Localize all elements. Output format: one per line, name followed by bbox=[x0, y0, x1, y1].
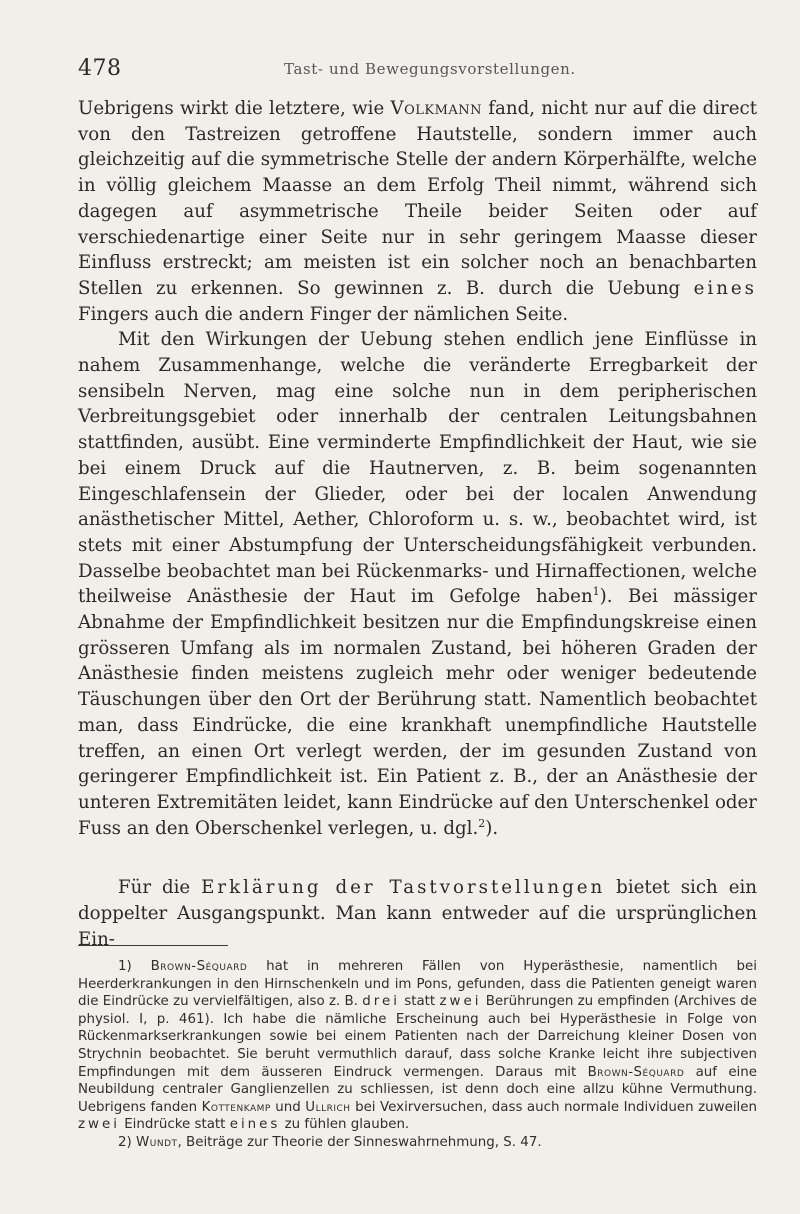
main-text bbox=[78, 96, 757, 953]
footnote-1 bbox=[78, 958, 757, 1134]
emphasis-spaced: eines bbox=[229, 1117, 281, 1133]
emphasis-spaced: zwei bbox=[78, 1117, 120, 1133]
running-title: Tast- und Bewegungsvorstellungen. bbox=[284, 60, 576, 78]
text-run: Eindrücke statt bbox=[119, 1117, 230, 1133]
text-run: auf eine Neubildung centraler Ganglienzellen zu schliessen, ist denn doch eine allzu kühne Vermuthung. Uebrigens fanden bbox=[78, 1064, 758, 1115]
emphasis-spaced: Erklärung der Tastvorstellungen bbox=[201, 877, 606, 899]
text-run: Mit den Wirkungen der Uebung stehen endlich jene Einflüsse in nahem Zusammenhange, welche die veränderte Erregbarkeit der sensibeln Nerven, mag eine solche nun in dem peripherischen Verbreitungsgebiet oder innerhalb der centralen Leitungsbahnen stattfinden, ausübt. Eine verminderte Empfindlichkeit der Haut, wie sie bei einem Druck auf die Hautnerven, z. B. beim sogenannten Eingeschlafensein der Glieder, oder bei der localen Anwendung anästhetischer Mittel, Aether, Chloroform u. s. w., beobachtet wird, ist stets mit einer Abstumpfung der Unterscheidungsfähigkeit verbunden. Dasselbe beobachtet man bei Rückenmarks- und Hirnaffectionen, welche theilweise Anästhesie der Haut im Gefolge haben bbox=[78, 329, 757, 608]
emphasis-spaced: drei bbox=[362, 994, 400, 1010]
footnotes bbox=[78, 958, 757, 1152]
text-run: ). bbox=[485, 817, 499, 839]
paragraph-3 bbox=[78, 875, 757, 952]
author-name: Volkmann bbox=[390, 98, 483, 119]
author-name: Brown-Séquard bbox=[587, 1064, 685, 1080]
text-run: Berührungen zu empfinden (Archives de physiol. I, p. 461). Ich habe die nämliche Erscheinung auch bei Hyperästhesie in Folge von Rückenmarkserkrankungen sowie bei einem Patienten nach der Darreichung kleiner Dosen von Strychnin beobachtet. Sie beruht vermuthlich darauf, dass solche Kranke leicht ihre subjectiven Empfindungen mit dem äusseren Eindruck vermengen. Daraus mit bbox=[78, 994, 757, 1080]
text-run: Fingers auch die andern Finger der nämlichen Seite. bbox=[78, 303, 569, 325]
footnote-2 bbox=[78, 1134, 757, 1152]
author-name: Ullrich bbox=[305, 1099, 351, 1115]
emphasis-spaced: eines bbox=[693, 277, 757, 299]
text-run: ). Bei mässiger Abnahme der Empfindlichkeit besitzen nur die Empfindungskreise einen grösseren Umfang als im normalen Zustand, bei höheren Graden der Anästhesie finden meistens zugleich mehr oder weniger bedeutende Täuschungen über den Ort der Berührung statt. Namentlich beobachtet man, dass Eindrücke, die eine krankhaft unempfindliche Hautstelle treffen, an einen Ort verlegt werden, der im gesunden Zustand von geringerer Empfindlichkeit ist. Ein Patient z. B., der an Anästhesie der unteren Extremitäten leidet, kann Eindrücke auf den Unterschenkel oder Fuss an den Oberschenkel verlegen, u. dgl. bbox=[78, 586, 758, 839]
text-run: und bbox=[270, 1099, 306, 1115]
text-run: hat in mehreren Fällen von Hyperästhesie, namentlich bei Heerderkrankungen in den Hirnschenkeln und im Pons, gefunden, dass die Patienten geneigt waren die Eindrücke zu vervielfältigen, also z. B. bbox=[78, 959, 757, 1010]
page-header bbox=[78, 52, 758, 82]
emphasis-spaced: zwei bbox=[439, 994, 482, 1010]
text-run: bietet sich ein doppelter Ausgangspunkt. Man kann entweder auf die ursprünglichen Ein- bbox=[78, 877, 757, 950]
text-run: zu fühlen glauben. bbox=[280, 1117, 410, 1133]
text-run: statt bbox=[399, 994, 440, 1010]
text-run: fand, nicht nur auf die direct von den Tastreizen getroffene Hautstelle, sondern immer auch gleichzeitig auf die symmetrische Stelle der andern Körperhälfte, welche in völlig gleichem Maasse an dem Erfolg Theil nimmt, während sich dagegen auf asymmetrische Theile beider Seiten oder auf verschiedenartige einer Seite nur in sehr geringem Maasse dieser Einfluss erstreckt; am meisten ist ein solcher noch an benachbarten Stellen zu erkennen. So gewinnen z. B. durch die Uebung bbox=[78, 98, 757, 299]
paragraph-2 bbox=[78, 327, 757, 841]
footnote-divider bbox=[78, 945, 228, 946]
footnote-marker: 1) bbox=[118, 959, 151, 974]
footnote-marker: 2) bbox=[118, 1134, 137, 1150]
text-run: Uebrigens wirkt die letztere, wie bbox=[78, 98, 391, 119]
author-name: Kottenkamp bbox=[201, 1099, 271, 1115]
footnote-ref-2[interactable]: 2 bbox=[478, 816, 486, 830]
text-run: , Beiträge zur Theorie der Sinneswahrnehmung, S. 47. bbox=[177, 1134, 542, 1150]
paragraph-1 bbox=[78, 96, 757, 327]
page-number: 478 bbox=[78, 56, 122, 81]
text-run: Für die bbox=[118, 877, 202, 899]
author-name: Wundt bbox=[136, 1134, 178, 1150]
footnote-ref-1[interactable]: 1 bbox=[592, 585, 600, 599]
author-name: Brown-Séquard bbox=[150, 959, 248, 974]
text-run: bei Vexirversuchen, dass auch normale Individuen zuweilen bbox=[350, 1099, 757, 1115]
